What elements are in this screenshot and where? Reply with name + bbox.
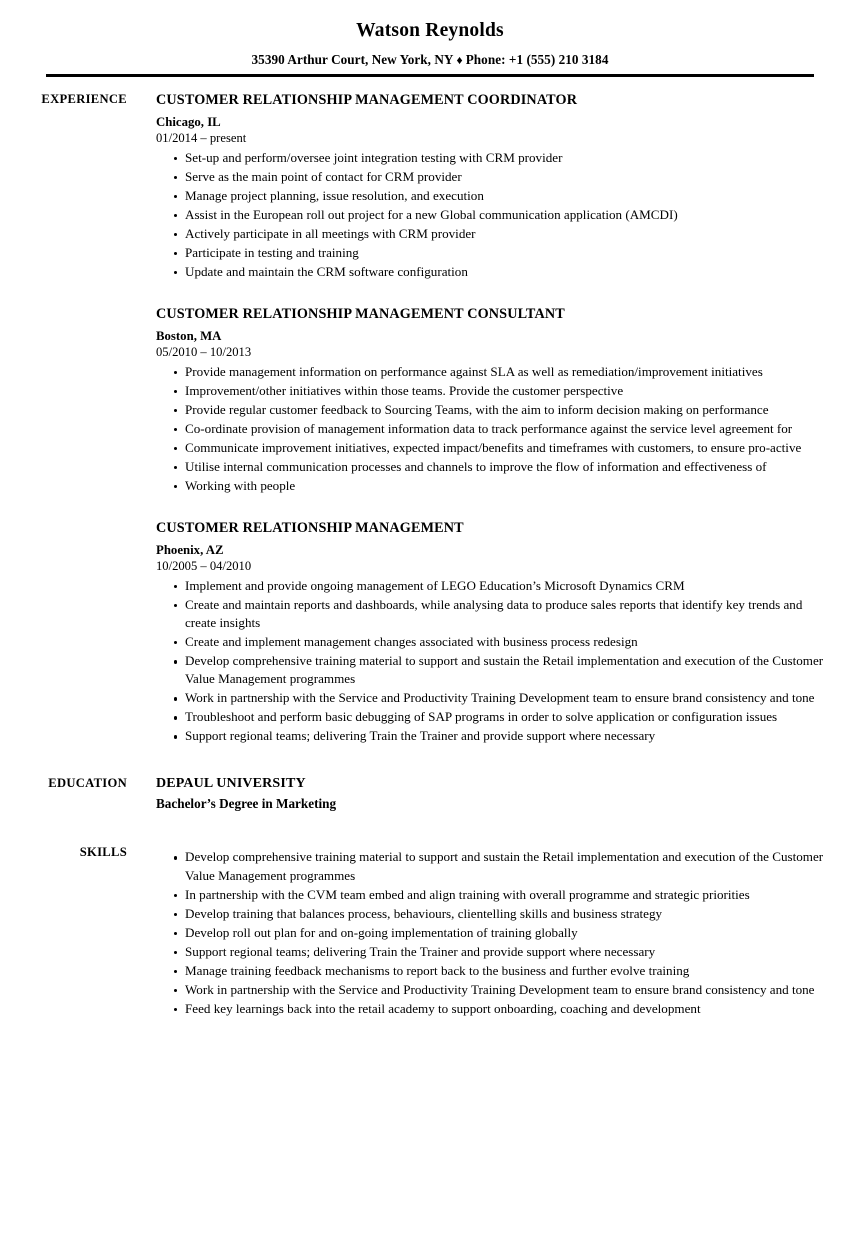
education-section xyxy=(0,776,860,812)
experience-body xyxy=(127,92,831,746)
job-entry xyxy=(156,92,831,281)
education-body xyxy=(127,776,831,812)
skills-bullet-list xyxy=(156,848,831,1018)
job-bullet-list xyxy=(156,363,831,495)
job-bullet: Troubleshoot and perform basic debugging of SAP programs in order to solve application or configuration issues xyxy=(156,708,831,726)
candidate-name: Watson Reynolds xyxy=(356,20,504,41)
contact-line xyxy=(0,52,860,68)
diamond-separator-icon: ♦ xyxy=(456,53,463,68)
job-dates: 05/2010 – 10/2013 xyxy=(156,344,252,359)
job-title: CUSTOMER RELATIONSHIP MANAGEMENT COORDINATOR xyxy=(156,91,578,108)
job-bullet: Update and maintain the CRM software configuration xyxy=(156,263,831,281)
skill-bullet: Work in partnership with the Service and Productivity Training Development team to ensure brand consistency and tone xyxy=(156,981,831,999)
job-dates: 10/2005 – 04/2010 xyxy=(156,558,252,573)
job-location: Chicago, IL xyxy=(156,114,221,129)
resume-header xyxy=(0,0,860,77)
job-bullet: Participate in testing and training xyxy=(156,244,831,262)
skill-bullet: Develop comprehensive training material to support and sustain the Retail implementation and execution of the Customer Value Management programmes xyxy=(156,848,831,884)
job-bullet: Work in partnership with the Service and Productivity Training Development team to ensure brand consistency and tone xyxy=(156,689,831,707)
skill-bullet: In partnership with the CVM team embed and align training with overall programme and strategic priorities xyxy=(156,886,831,904)
job-bullet: Develop comprehensive training material to support and sustain the Retail implementation and execution of the Customer Value Management programmes xyxy=(156,652,831,688)
job-location: Boston, MA xyxy=(156,328,222,343)
job-bullet-list xyxy=(156,577,831,746)
section-label-education: EDUCATION xyxy=(48,776,127,791)
job-bullet: Assist in the European roll out project for a new Global communication application (AMCDI) xyxy=(156,206,831,224)
job-bullet: Serve as the main point of contact for CRM provider xyxy=(156,168,831,186)
job-title: CUSTOMER RELATIONSHIP MANAGEMENT xyxy=(156,520,464,537)
contact-phone: Phone: +1 (555) 210 3184 xyxy=(465,52,609,68)
job-bullet: Create and maintain reports and dashboards, while analysing data to produce sales reports that identify key trends and create insights xyxy=(156,596,831,632)
job-bullet: Actively participate in all meetings with CRM provider xyxy=(156,225,831,243)
job-bullet: Utilise internal communication processes and channels to improve the flow of information and effectiveness of xyxy=(156,458,831,476)
skill-bullet: Develop training that balances process, behaviours, clientelling skills and business strategy xyxy=(156,905,831,923)
job-bullet: Provide management information on performance against SLA as well as remediation/improvement initiatives xyxy=(156,363,831,381)
job-entry xyxy=(156,306,831,495)
education-school: DEPAUL UNIVERSITY xyxy=(156,776,306,792)
job-location: Phoenix, AZ xyxy=(156,542,224,557)
section-label-experience: EXPERIENCE xyxy=(41,91,127,106)
job-bullet: Implement and provide ongoing management of LEGO Education’s Microsoft Dynamics CRM xyxy=(156,577,831,595)
job-bullet: Manage project planning, issue resolution, and execution xyxy=(156,187,831,205)
section-label-skills: SKILLS xyxy=(79,845,127,860)
skill-bullet: Feed key learnings back into the retail academy to support onboarding, coaching and development xyxy=(156,1000,831,1018)
job-bullet: Create and implement management changes associated with business process redesign xyxy=(156,633,831,651)
skill-bullet: Manage training feedback mechanisms to report back to the business and further evolve training xyxy=(156,962,831,980)
experience-section xyxy=(0,92,860,746)
job-bullet: Support regional teams; delivering Train the Trainer and provide support where necessary xyxy=(156,727,831,745)
job-entry xyxy=(156,520,831,745)
education-degree: Bachelor’s Degree in Marketing xyxy=(156,796,337,812)
job-title: CUSTOMER RELATIONSHIP MANAGEMENT CONSULTANT xyxy=(156,305,565,322)
job-bullet: Provide regular customer feedback to Sourcing Teams, with the aim to inform decision making on performance xyxy=(156,401,831,419)
job-dates: 01/2014 – present xyxy=(156,130,247,145)
header-divider xyxy=(46,74,814,76)
job-bullet: Co-ordinate provision of management information data to track performance against the service level agreement for xyxy=(156,420,831,438)
job-bullet: Working with people xyxy=(156,477,831,495)
contact-address: 35390 Arthur Court, New York, NY xyxy=(251,52,454,68)
job-bullet: Set-up and perform/oversee joint integration testing with CRM provider xyxy=(156,149,831,167)
skills-section xyxy=(0,845,860,1018)
skill-bullet: Support regional teams; delivering Train the Trainer and provide support where necessary xyxy=(156,943,831,961)
job-bullet: Communicate improvement initiatives, expected impact/benefits and timeframes with customers, to ensure pro-active xyxy=(156,439,831,457)
skill-bullet: Develop roll out plan for and on-going implementation of training globally xyxy=(156,924,831,942)
skills-body xyxy=(127,845,831,1018)
job-bullet-list xyxy=(156,149,831,281)
job-bullet: Improvement/other initiatives within those teams. Provide the customer perspective xyxy=(156,382,831,400)
